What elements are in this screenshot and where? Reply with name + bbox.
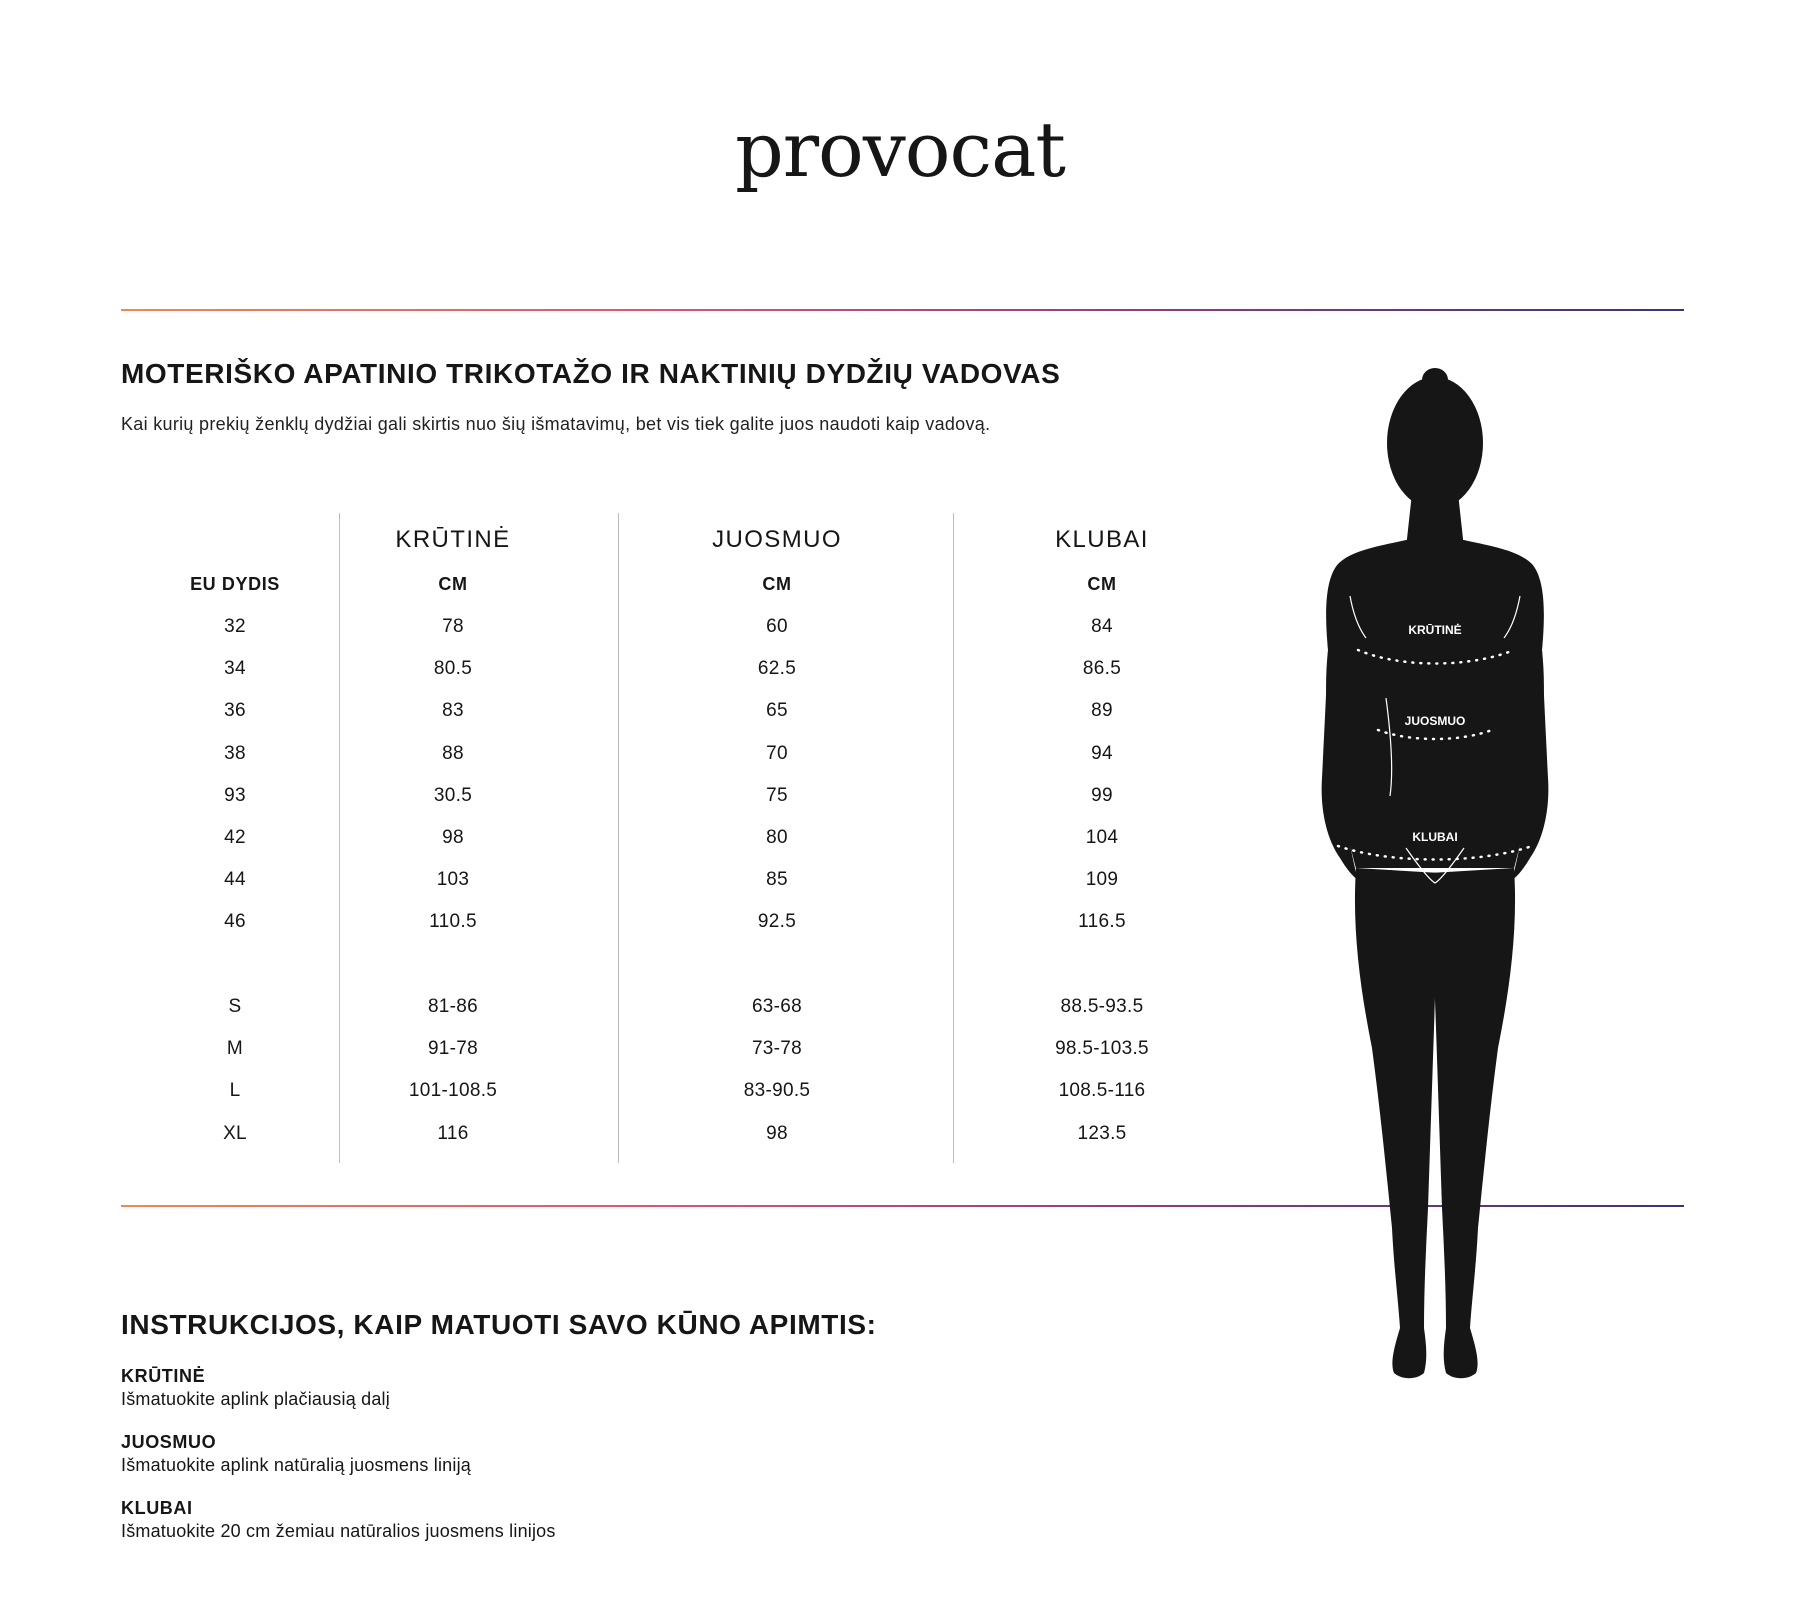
waist-cell: 62.5: [757, 658, 797, 680]
body-silhouette-figure: [1290, 368, 1580, 1388]
size-cell: 32: [224, 616, 246, 637]
waist-cell: 65: [766, 700, 788, 722]
waist-unit: CM: [762, 574, 792, 594]
hips-cell: 86.5: [1082, 658, 1122, 680]
instruction-label-hips: KLUBAI: [121, 1498, 193, 1518]
hips-unit: CM: [1087, 574, 1117, 594]
instruction-label-waist: JUOSMUO: [121, 1432, 217, 1452]
hips-cell: 108.5-116: [1058, 1080, 1146, 1102]
hips-cell: 104: [1085, 827, 1119, 848]
size-cell: 46: [224, 911, 246, 933]
hips-cell: 98.5-103.5: [1055, 1038, 1149, 1060]
column-divider: [953, 513, 954, 1163]
chest-cell: 83: [442, 700, 464, 722]
chest-cell: 80.5: [433, 658, 473, 680]
chest-cell: 101-108.5: [408, 1080, 498, 1102]
hips-column-header: KLUBAI: [1055, 526, 1149, 553]
chest-unit: CM: [438, 574, 468, 594]
size-cell: 34: [224, 658, 246, 680]
size-cell: 38: [224, 742, 246, 764]
figure-label-chest: KRŪTINĖ: [1408, 623, 1462, 637]
column-divider: [618, 513, 619, 1163]
chest-cell: 91-78: [427, 1038, 479, 1060]
size-cell: 36: [224, 700, 246, 722]
size-cell: L: [229, 1080, 241, 1102]
size-cell: 42: [224, 827, 246, 848]
provocat-logo: provocat: [735, 105, 1065, 194]
waist-column-header: JUOSMUO: [712, 526, 842, 553]
waist-cell: 80: [766, 827, 788, 848]
waist-cell: 85: [766, 869, 788, 891]
hips-cell: 94: [1091, 742, 1113, 764]
waist-cell: 75: [766, 784, 788, 806]
hips-cell: 123.5: [1077, 1122, 1127, 1144]
waist-cell: 70: [766, 742, 788, 764]
hips-cell: 88.5-93.5: [1060, 996, 1144, 1017]
size-cell: M: [226, 1038, 244, 1060]
chest-cell: 81-86: [427, 996, 479, 1017]
size-cell: 44: [224, 869, 246, 891]
waist-cell: 73-78: [751, 1038, 803, 1060]
hips-cell: 84: [1091, 616, 1113, 637]
waist-cell: 63-68: [751, 996, 803, 1017]
hips-cell: 116.5: [1078, 911, 1126, 933]
size-cell: XL: [223, 1122, 247, 1144]
top-divider: [121, 309, 1684, 311]
hips-cell: 89: [1091, 700, 1113, 722]
size-column-header: EU DYDIS: [190, 574, 280, 594]
figure-label-waist: JUOSMUO: [1404, 714, 1466, 728]
hips-cell: 99: [1091, 784, 1113, 806]
chest-cell: 98: [442, 827, 464, 848]
silhouette: [1322, 368, 1549, 1378]
chest-cell: 78: [442, 616, 464, 637]
size-cell: S: [228, 996, 242, 1017]
chest-cell: 88: [442, 742, 464, 764]
page-title: MOTERIŠKO APATINIO TRIKOTAŽO IR NAKTINIŲ DYDŽIŲ VADOVAS: [121, 358, 1061, 389]
chest-cell: 103: [436, 869, 470, 891]
waist-cell: 92.5: [757, 911, 797, 933]
waist-cell: 60: [766, 616, 788, 637]
hips-cell: 109: [1085, 869, 1119, 891]
figure-label-hips: KLUBAI: [1412, 830, 1458, 844]
size-cell: 93: [224, 784, 246, 806]
instruction-text-hips: Išmatuokite 20 cm žemiau natūralios juosmens linijos: [121, 1521, 556, 1541]
instructions-title: INSTRUKCIJOS, KAIP MATUOTI SAVO KŪNO APIMTIS:: [121, 1309, 877, 1340]
page-subtitle: Kai kurių prekių ženklų dydžiai gali skirtis nuo šių išmatavimų, bet vis tiek galite juos naudoti kaip vadovą.: [121, 414, 991, 434]
waist-cell: 98: [766, 1122, 788, 1144]
chest-cell: 116: [437, 1122, 469, 1144]
instruction-label-chest: KRŪTINĖ: [121, 1366, 206, 1386]
instruction-text-waist: Išmatuokite aplink natūralią juosmens liniją: [121, 1455, 471, 1475]
chest-cell: 30.5: [433, 784, 473, 806]
instruction-text-chest: Išmatuokite aplink plačiausią dalį: [121, 1389, 390, 1409]
chest-column-header: KRŪTINĖ: [395, 526, 511, 553]
waist-cell: 83-90.5: [743, 1080, 811, 1102]
chest-cell: 110.5: [429, 911, 477, 933]
